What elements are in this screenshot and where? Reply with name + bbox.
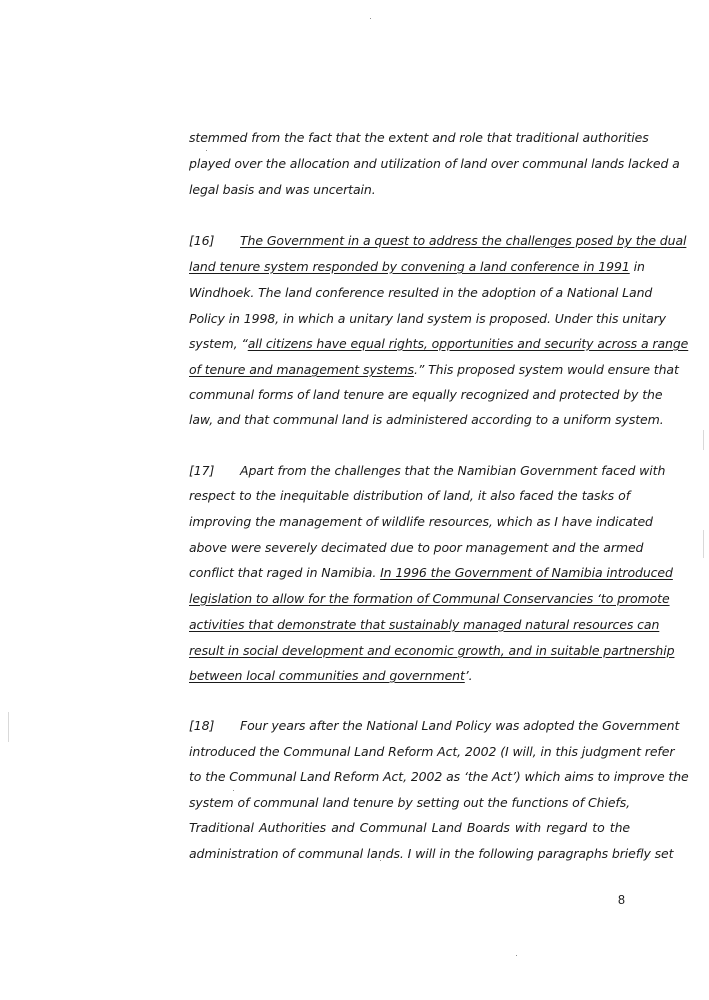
scan-edge-mark <box>703 530 704 558</box>
text-line <box>189 591 670 607</box>
text-line: to the Communal Land Reform Act, 2002 as ‘the Act’) which aims to improve the <box>189 769 689 784</box>
scan-speck <box>233 790 234 791</box>
scan-speck <box>370 18 371 19</box>
text-line <box>189 336 689 352</box>
text-line: Windhoek. The land conference resulted in the adoption of a National Land <box>189 285 653 300</box>
underlined-text: of tenure and management systems <box>189 362 414 377</box>
text-line <box>189 259 645 275</box>
text-line <box>189 643 675 659</box>
text-span: in <box>629 259 645 274</box>
text-line <box>189 233 687 249</box>
text-line <box>189 718 680 734</box>
scan-speck <box>206 150 207 151</box>
text-line: respect to the inequitable distribution of land, it also faced the tasks of <box>189 488 630 503</box>
text-line: introduced the Communal Land Reform Act, 2002 (I will, in this judgment refer <box>189 744 675 759</box>
text-line: stemmed from the fact that the extent and role that traditional authorities <box>189 130 649 145</box>
text-span: conflict that raged in Namibia. <box>189 565 381 580</box>
underlined-text: all citizens have equal rights, opportunities and security across a range <box>247 336 689 351</box>
text-line <box>189 617 660 633</box>
text-line: improving the management of wildlife resources, which as I have indicated <box>189 514 653 529</box>
text-line: system of communal land tenure by setting out the functions of Chiefs, <box>189 795 630 810</box>
underlined-text: In 1996 the Government of Namibia introduced <box>380 565 673 580</box>
scan-edge-mark <box>703 430 704 450</box>
text-line <box>189 463 666 479</box>
text-line <box>189 668 630 684</box>
paragraph-number: [16] <box>189 233 215 248</box>
scan-speck <box>516 955 517 956</box>
text-span: Apart from the challenges that the Namibian Government faced with <box>240 463 666 478</box>
text-span: ’. <box>464 668 473 683</box>
paragraph-number: [17] <box>189 463 215 478</box>
underlined-text: result in social development and economic growth, and in suitable partnership <box>189 643 675 658</box>
text-line: Policy in 1998, in which a unitary land system is proposed. Under this unitary <box>189 311 666 326</box>
scan-edge-mark <box>8 712 9 742</box>
underlined-text: legislation to allow for the formation of Communal Conservancies ‘to promote <box>189 591 670 606</box>
text-span: .” This proposed system would ensure that <box>413 362 679 377</box>
paragraph-number: [18] <box>189 718 215 733</box>
text-line <box>189 565 673 581</box>
text-line: communal forms of land tenure are equally recognized and protected by the <box>189 387 663 402</box>
text-line: administration of communal lands. I will in the following paragraphs briefly set <box>189 846 674 861</box>
underlined-text: land tenure system responded by convening a land conference in 1991 <box>189 259 630 274</box>
text-span: Four years after the National Land Policy was adopted the Government <box>240 718 680 733</box>
text-line <box>189 362 679 378</box>
text-line: legal basis and was uncertain. <box>189 182 376 197</box>
text-line: played over the allocation and utilization of land over communal lands lacked a <box>189 156 680 171</box>
page-number: 8 <box>618 893 625 907</box>
text-line: law, and that communal land is administered according to a uniform system. <box>189 412 664 427</box>
underlined-text: between local communities and government <box>189 668 465 683</box>
underlined-text: activities that demonstrate that sustainably managed natural resources can <box>189 617 660 632</box>
underlined-text: The Government in a quest to address the challenges posed by the dual <box>240 233 687 248</box>
text-span: system, “ <box>189 336 248 351</box>
text-line: Traditional Authorities and Communal Land Boards with regard to the <box>189 820 630 835</box>
text-line: above were severely decimated due to poor management and the armed <box>189 540 644 555</box>
